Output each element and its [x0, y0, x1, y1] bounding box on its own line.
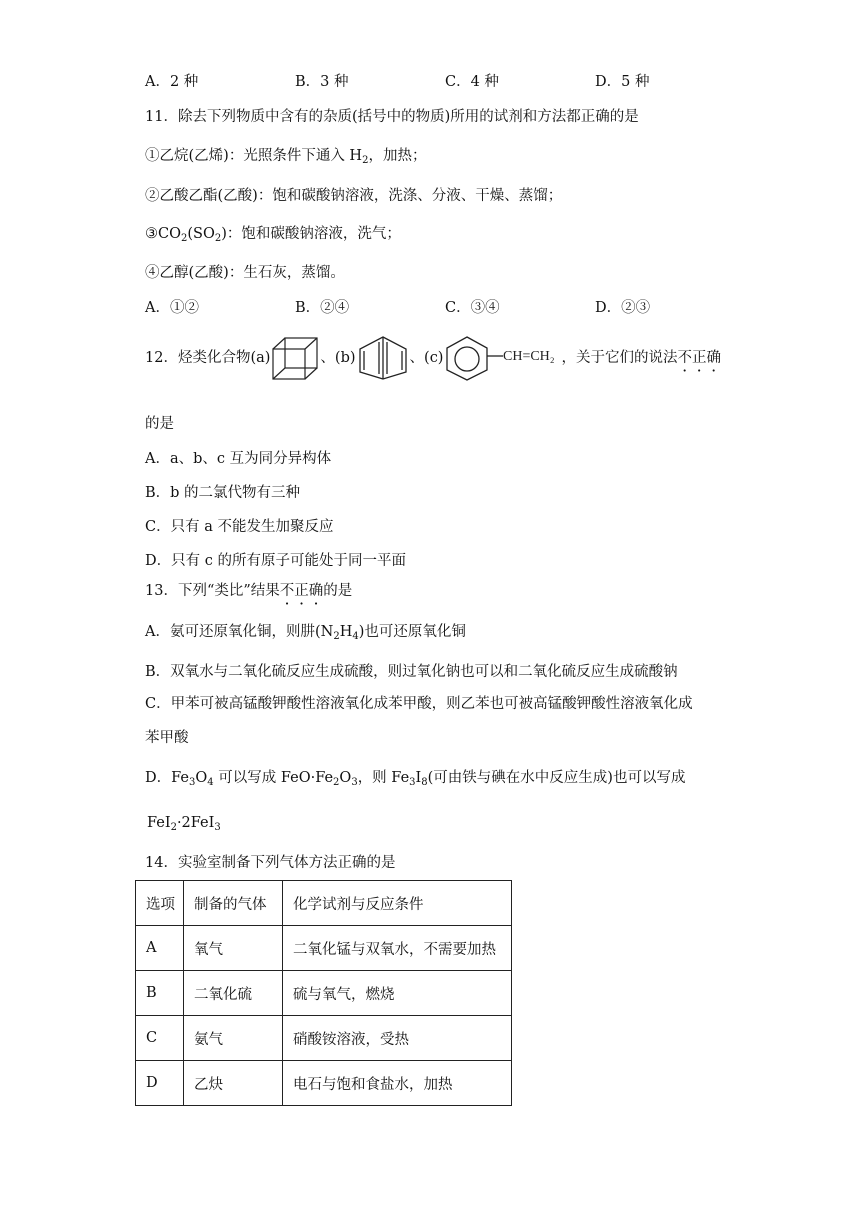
- q12-stem: 12．烃类化合物(a) 、(b) 、(c) CH=CH₂ ，关于它们的说法不正确: [145, 334, 721, 382]
- q11-option-b: B．②④: [295, 300, 350, 316]
- table-cell: C: [136, 1016, 184, 1061]
- q11-option-c: C．③④: [445, 300, 500, 316]
- q11-stem: 11．除去下列物质中含有的杂质(括号中的物质)所用的试剂和方法都正确的是: [145, 109, 639, 125]
- q11-option-a: A．①②: [145, 300, 199, 316]
- table-cell: 氨气: [184, 1016, 283, 1061]
- table-cell: 二氧化锰与双氧水，不需要加热: [283, 926, 512, 971]
- q13-option-a: A．氨可还原氧化铜，则肼$(N_2H_4)$也可还原氧化铜: [145, 624, 466, 642]
- q13-stem: 13．下列“类比”结果不正确的是: [145, 583, 353, 599]
- q10-option-d: D．5 种: [595, 74, 650, 90]
- table-cell: B: [136, 971, 184, 1016]
- q13-option-d-line2: FeI$_2$·2FeI$_3$: [147, 815, 221, 833]
- q13-option-c-line2: 苯甲酸: [145, 730, 189, 746]
- table-row: [136, 926, 512, 971]
- table-header-cell: 选项: [136, 881, 184, 926]
- table-header-row: [136, 881, 512, 926]
- table-cell: 氧气: [184, 926, 283, 971]
- q11-item-1: ①乙烷(乙烯)：光照条件下通入 $H_2$，加热；: [145, 148, 427, 166]
- q14-stem: 14．实验室制备下列气体方法正确的是: [145, 855, 396, 871]
- table-cell: 电石与饱和食盐水，加热: [283, 1061, 512, 1106]
- table-row: [136, 1016, 512, 1061]
- table-cell: 乙炔: [184, 1061, 283, 1106]
- q12-option-b: B．b 的二氯代物有三种: [145, 485, 301, 501]
- q11-item-4: ④乙醇(乙酸)：生石灰，蒸馏。: [145, 265, 345, 281]
- q10-option-c: C．4 种: [445, 74, 499, 90]
- table-cell: A: [136, 926, 184, 971]
- table-row: [136, 971, 512, 1016]
- q12-option-d: D．只有 c 的所有原子可能处于同一平面: [145, 553, 406, 569]
- q11-option-d: D．②③: [595, 300, 651, 316]
- cubane-structure-a: [270, 335, 320, 381]
- styrene-structure-c: [443, 334, 561, 382]
- q13-option-d-line1: D．$Fe_3O_4$ 可以写成 $FeO\cdot Fe_2O_3$，则 $Fe_3I_8$(可由铁与碘在水中反应生成)也可以写成: [145, 770, 686, 788]
- q10-option-a: A．2 种: [145, 74, 199, 90]
- q10-option-b: B．3 种: [295, 74, 349, 90]
- vinyl-label: CH=CH₂: [503, 349, 556, 364]
- q11-item-2: ②乙酸乙酯(乙酸)：饱和碳酸钠溶液，洗涤、分液、干燥、蒸馏；: [145, 188, 563, 204]
- table-cell: 硝酸铵溶液，受热: [283, 1016, 512, 1061]
- q12-option-a: A．a、b、c 互为同分异构体: [145, 451, 332, 467]
- q11-item-3: $③CO_2(SO_2)$：饱和碳酸钠溶液，洗气；: [145, 226, 401, 244]
- q12-stem-line2: 的是: [145, 416, 174, 432]
- table-header-cell: 制备的气体: [184, 881, 283, 926]
- table-cell: 二氧化硫: [184, 971, 283, 1016]
- table-cell: 硫与氧气，燃烧: [283, 971, 512, 1016]
- table-cell: D: [136, 1061, 184, 1106]
- q14-table: [135, 880, 512, 1106]
- table-row: [136, 1061, 512, 1106]
- q13-option-c-line1: C．甲苯可被高锰酸钾酸性溶液氧化成苯甲酸，则乙苯也可被高锰酸钾酸性溶液氧化成: [145, 696, 693, 712]
- table-header-cell: 化学试剂与反应条件: [283, 881, 512, 926]
- q12-option-c: C．只有 a 不能发生加聚反应: [145, 519, 334, 535]
- q13-option-b: B．双氧水与二氧化硫反应生成硫酸，则过氧化钠也可以和二氧化硫反应生成硫酸钠: [145, 664, 678, 680]
- bicyclic-structure-b: [356, 334, 410, 382]
